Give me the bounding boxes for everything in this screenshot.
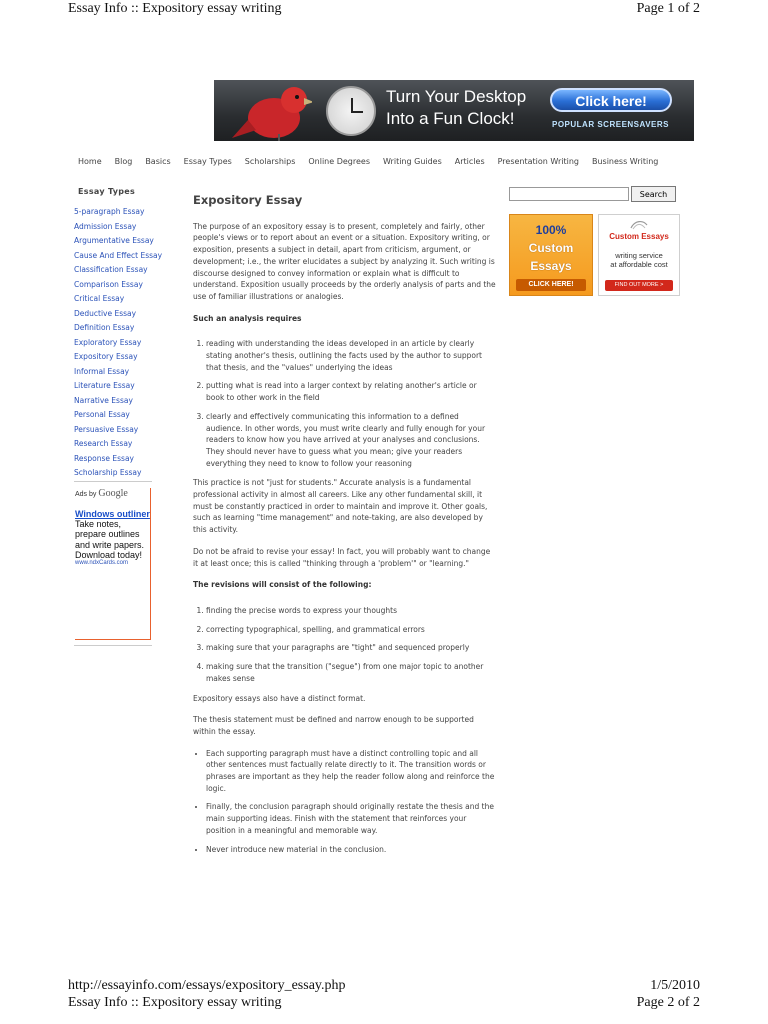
google-ad-body: Take notes, prepare outlines and write papers. Download today! — [75, 519, 145, 560]
top-nav — [78, 157, 658, 166]
search-button[interactable]: Search — [631, 186, 676, 202]
article-paragraph: Do not be afraid to revise your essay! In fact, you will probably want to change it at least once; this is called "thinking through a 'problem'" or "learning." — [193, 546, 491, 568]
print-footer-page: Page 2 of 2 — [636, 995, 700, 1010]
print-header-page: Page 1 of 2 — [636, 1, 700, 16]
sidebar-link[interactable]: Deductive Essay — [74, 308, 137, 318]
sidebar-link[interactable]: Admission Essay — [74, 221, 137, 231]
list-item: 2. putting what is read into a larger context by relating another's article or book to other work in the field — [206, 380, 497, 403]
google-ad-box[interactable] — [75, 488, 151, 640]
sidebar-link[interactable]: Argumentative Essay — [74, 236, 154, 245]
analysis-list — [193, 338, 497, 469]
nav-presentation-writing[interactable]: Presentation Writing — [497, 157, 579, 166]
list-item: 2. correcting typographical, spelling, and grammatical errors — [206, 624, 497, 636]
sidebar-link[interactable]: Comparison Essay — [74, 279, 143, 289]
banner-ad[interactable] — [214, 80, 694, 141]
nav-essay-types[interactable]: Essay Types — [183, 157, 232, 166]
banner-text: Turn Your Desktop Into a Fun Clock! — [386, 87, 527, 128]
sidebar-link[interactable]: Expository Essay — [74, 352, 138, 361]
sidebar-link[interactable]: Scholarship Essay — [74, 468, 142, 477]
ads-by-google: Ads by Google — [75, 488, 128, 499]
sidebar-title: Essay Types — [78, 187, 136, 196]
sidebar-link[interactable]: Cause And Effect Essay — [74, 250, 163, 260]
sidebar-link[interactable]: Critical Essay — [74, 294, 125, 303]
print-header-title: Essay Info :: Expository essay writing — [68, 1, 282, 16]
sidebar-link[interactable]: Personal Essay — [74, 410, 130, 419]
list-item: • Never introduce new material in the conclusion. — [206, 844, 497, 856]
sidebar-link[interactable]: Classification Essay — [74, 265, 148, 274]
format-bullets — [193, 748, 497, 856]
article-subheading: Such an analysis requires — [193, 313, 302, 323]
nav-writing-guides[interactable]: Writing Guides — [383, 157, 442, 166]
revisions-list — [193, 605, 497, 685]
nav-online-degrees[interactable]: Online Degrees — [308, 157, 370, 166]
nav-basics[interactable]: Basics — [145, 157, 171, 166]
ad-line: writing service — [615, 251, 663, 260]
sidebar-link[interactable]: Narrative Essay — [74, 395, 133, 405]
ad-line: at affordable cost — [610, 260, 668, 269]
article-paragraph: This practice is not "just for students." Accurate analysis is a fundamental professional activity in almost all careers. Like any other fundamental skill, it must be constantly practiced in order to maintain and improve it. Other goals, such as learning "time management" and note-taking, are also developed by this activity. — [193, 478, 488, 535]
ad-title: Custom Essays — [609, 232, 669, 241]
print-footer-date: 1/5/2010 — [650, 978, 700, 993]
nav-business-writing[interactable]: Business Writing — [591, 157, 659, 166]
sidebar-link[interactable]: Exploratory Essay — [74, 337, 142, 347]
print-footer-title: Essay Info :: Expository essay writing — [68, 995, 282, 1010]
list-item: • Each supporting paragraph must have a distinct controlling topic and all other sentences must factually relate directly to it. The transition words or phrases are important as they help the reader follow along and reinforce the logic. — [206, 748, 497, 795]
sidebar-link[interactable]: Literature Essay — [74, 381, 135, 390]
article-paragraph: The purpose of an expository essay is to present, completely and fairly, other people's views or to report about an event or a situation. Expository writing, or exposition, presents a subject in detail, apart from criticism, argument, or development; i.e., the writer elucidates a subject by analyzing it. Such writing is discourse designed to convey information or explain what is difficult to understand. Exposition usually proceeds by the orderly analysis of parts and the use of familiar illustrations or analogies. — [193, 221, 496, 301]
red-bird-icon — [232, 80, 312, 141]
ad-headline: Custom — [528, 241, 574, 255]
custom-essays-ad-right[interactable] — [598, 214, 680, 296]
nav-scholarships[interactable]: Scholarships — [244, 157, 296, 166]
list-item: 3. making sure that your paragraphs are "tight" and sequenced properly — [206, 642, 497, 654]
google-ad-url[interactable]: www.ndxCards.com — [75, 560, 129, 567]
ad-headline: Essays — [530, 259, 572, 273]
nav-blog[interactable]: Blog — [114, 157, 133, 166]
sidebar-link[interactable]: Definition Essay — [74, 323, 135, 332]
ad-click-here-button[interactable]: CLICK HERE! — [516, 279, 586, 291]
nav-articles[interactable]: Articles — [454, 157, 485, 166]
banner-click-button[interactable]: Click here! — [550, 88, 672, 112]
article — [193, 195, 497, 863]
custom-essays-ad-left[interactable] — [509, 214, 593, 296]
sidebar-divider — [74, 481, 152, 482]
sidebar-link[interactable]: Response Essay — [74, 453, 134, 463]
sidebar-link[interactable]: Research Essay — [74, 439, 133, 448]
list-item: • Finally, the conclusion paragraph should originally restate the thesis and the main supporting ideas. Finish with the statement that reinforces your position in a meaningful and memorable way. — [206, 801, 497, 836]
print-footer-url: http://essayinfo.com/essays/expository_essay.php — [68, 978, 346, 993]
sidebar-link[interactable]: Persuasive Essay — [74, 424, 139, 434]
article-subheading: The revisions will consist of the following: — [193, 580, 372, 590]
article-paragraph: The thesis statement must be defined and narrow enough to be supported within the essay. — [193, 715, 474, 736]
swirl-icon — [629, 219, 649, 230]
list-item: 4. making sure that the transition ("segue") from one major topic to another makes sense — [206, 661, 497, 684]
article-title: Expository Essay — [193, 193, 303, 207]
clock-icon — [326, 86, 376, 136]
nav-home[interactable]: Home — [78, 157, 102, 166]
search-input[interactable] — [509, 187, 629, 201]
google-logo: Google — [98, 488, 128, 499]
google-ad-title[interactable]: Windows outliner — [75, 509, 150, 519]
banner-brand: POPULAR SCREENSAVERS — [552, 120, 669, 129]
ad-headline: 100% — [535, 223, 567, 237]
sidebar-link[interactable]: Informal Essay — [74, 366, 130, 376]
sidebar-link[interactable]: 5-paragraph Essay — [74, 207, 145, 216]
list-item: 1. reading with understanding the ideas developed in an article by clearly stating another's thesis, outlining the facts used by the author to support that thesis, and the "values" underlying the ideas — [206, 338, 497, 373]
article-paragraph: Expository essays also have a distinct format. — [193, 693, 366, 703]
sidebar-divider — [74, 645, 152, 646]
ad-find-out-more-button[interactable]: FIND OUT MORE > — [605, 280, 673, 291]
sidebar — [74, 187, 174, 481]
list-item: 1. finding the precise words to express your thoughts — [206, 605, 497, 617]
list-item: 3. clearly and effectively communicating this information to a defined audience. In other words, you must write clearly and fully enough for your readers to know how you have arrived at your analyses and conclusions. They should never have to guess what you mean; give your readers everything they need to know to follow your reasoning — [206, 411, 497, 470]
